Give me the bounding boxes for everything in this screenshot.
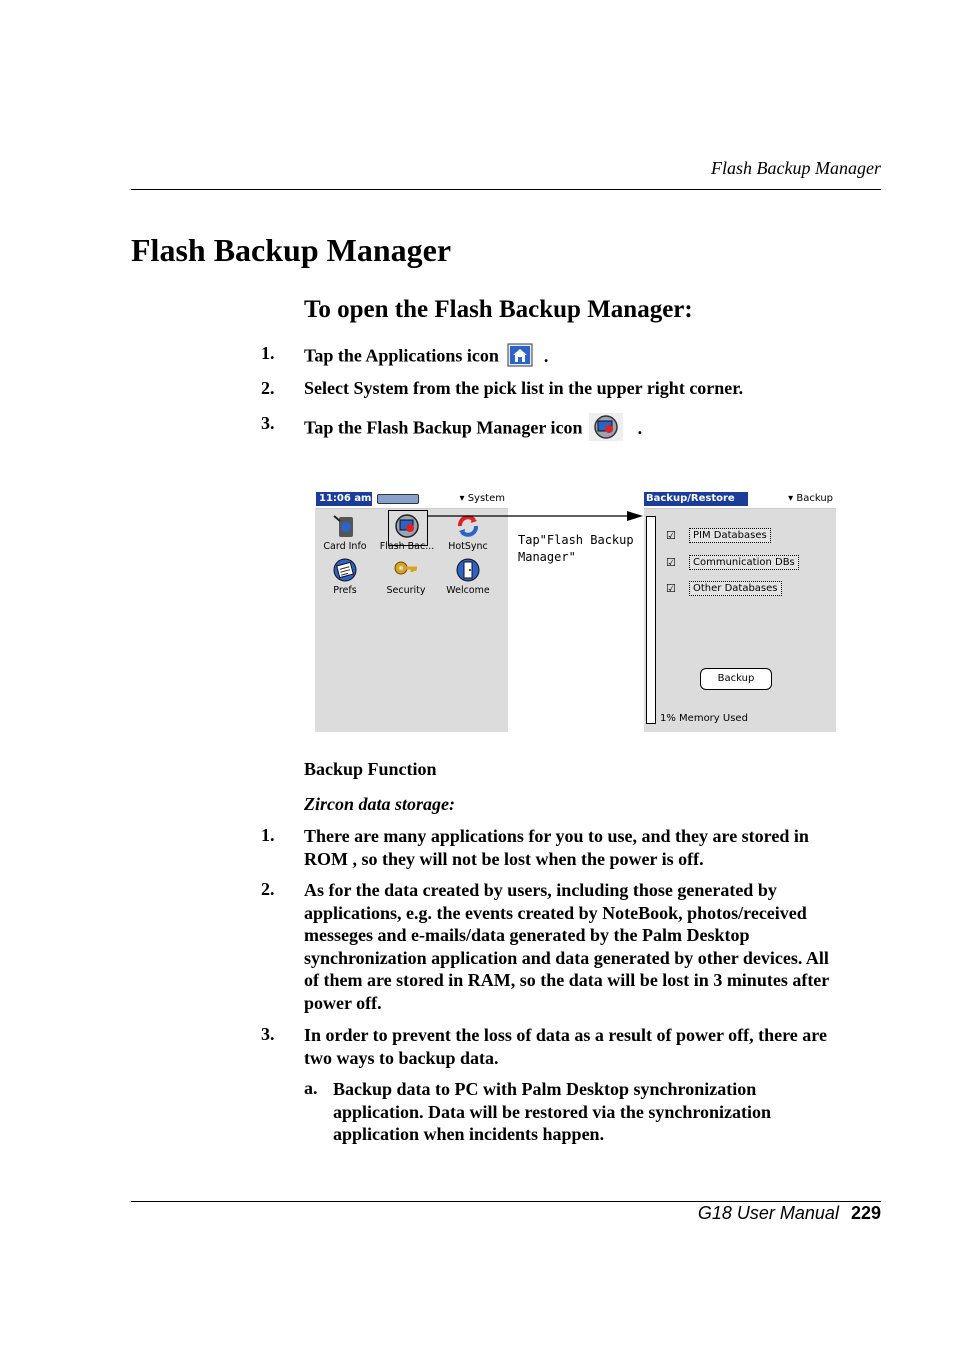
text-line: application. Data will be restored via the synchronization	[333, 1101, 772, 1122]
callout-line: Tap"Flash Backup	[518, 533, 634, 547]
item-3-text	[304, 1024, 827, 1069]
manual-name: G18 User Manual	[697, 1203, 839, 1223]
text-line: application when incidents happen.	[333, 1124, 605, 1144]
db-communication[interactable]: Communication DBs	[689, 555, 799, 570]
flash-backup-icon	[589, 413, 623, 446]
applications-home-icon	[507, 343, 533, 372]
footer-rule	[131, 1201, 881, 1202]
card-info-icon	[331, 512, 359, 540]
item-number: 2.	[261, 879, 275, 899]
app-label: Flash Bac...	[379, 541, 435, 552]
sub-item-a-text	[333, 1078, 771, 1146]
category-picker[interactable]	[459, 493, 505, 504]
backup-button[interactable]: Backup	[700, 668, 772, 690]
text-line: ROM , so they will not be lost when the power is off.	[304, 848, 704, 869]
backup-function-heading: Backup Function	[304, 759, 437, 779]
memory-used-text: 1% Memory Used	[660, 713, 748, 724]
dropdown-triangle-icon: ▾	[459, 493, 465, 504]
step-text	[304, 343, 548, 372]
callout-text	[518, 532, 648, 566]
step-3-period: .	[637, 417, 643, 438]
checkbox-checked-icon[interactable]: ☑	[666, 529, 676, 542]
step-3-text: Tap the Flash Backup Manager icon	[304, 417, 583, 438]
backup-screen-title: Backup/Restore	[644, 492, 748, 506]
checkbox-checked-icon[interactable]: ☑	[666, 556, 676, 569]
step-2-text: Select System from the pick list in the upper right corner.	[304, 378, 744, 398]
item-number: 3.	[261, 1024, 275, 1044]
header-rule	[131, 189, 881, 190]
category-label: System	[467, 493, 505, 504]
step-number: 2.	[261, 378, 275, 398]
step-1-text: Tap the Applications icon	[304, 345, 499, 366]
zircon-storage-heading: Zircon data storage:	[304, 794, 455, 814]
checkbox-checked-icon[interactable]: ☑	[666, 582, 676, 595]
app-prefs[interactable]	[315, 556, 375, 596]
memory-gauge	[646, 516, 656, 724]
text-line: Backup data to PC with Palm Desktop synchronization	[333, 1079, 757, 1099]
step-number: 3.	[261, 413, 275, 433]
text-line: In order to prevent the loss of data as a result of power off, there are	[304, 1025, 827, 1045]
text-line: power off.	[304, 992, 382, 1013]
text-line: two ways to backup data.	[304, 1047, 499, 1068]
page-number: 229	[850, 1203, 881, 1223]
db-pim-databases[interactable]: PIM Databases	[689, 528, 771, 543]
app-label: Security	[386, 585, 426, 596]
callout-line: Manager"	[518, 550, 576, 564]
step-text	[304, 413, 642, 446]
page-title: Flash Backup Manager	[131, 232, 452, 268]
backup-menu-picker[interactable]	[788, 493, 833, 504]
launcher-title-bar	[315, 490, 508, 509]
backup-restore-screen	[644, 490, 836, 732]
key-icon	[392, 556, 420, 584]
backup-menu-label: Backup	[796, 493, 833, 504]
item-number: 1.	[261, 825, 275, 845]
text-line: There are many applications for you to use, and they are stored in	[304, 826, 809, 846]
text-line: of them are stored in RAM, so the data will be lost in 3 minutes after	[304, 970, 830, 990]
app-label: Welcome	[446, 585, 490, 596]
text-line: As for the data created by users, including those generated by	[304, 880, 777, 900]
prefs-icon	[331, 556, 359, 584]
battery-icon	[377, 494, 419, 504]
text-line: messeges and e-mails/data generated by the Palm Desktop	[304, 925, 750, 945]
running-header: Flash Backup Manager	[711, 158, 881, 178]
flash-backup-app-icon	[393, 512, 421, 540]
section-heading: To open the Flash Backup Manager:	[304, 296, 693, 323]
db-other-databases[interactable]: Other Databases	[689, 581, 782, 596]
item-2-text	[304, 879, 829, 1014]
dropdown-triangle-icon: ▾	[788, 493, 794, 504]
app-label: HotSync	[448, 541, 488, 552]
app-label: Prefs	[333, 585, 357, 596]
sub-item-letter: a.	[304, 1078, 318, 1098]
app-card-info[interactable]	[315, 512, 375, 552]
text-line: synchronization application and data generated by other devices. All	[304, 947, 829, 968]
page-footer	[600, 1203, 881, 1224]
text-line: applications, e.g. the events created by NoteBook, photos/received	[304, 902, 807, 923]
clock: 11:06 am	[316, 492, 372, 506]
welcome-icon	[454, 556, 482, 584]
step-1-period: .	[543, 345, 549, 366]
step-number: 1.	[261, 343, 275, 363]
app-label: Card Info	[323, 541, 367, 552]
app-security[interactable]	[376, 556, 436, 596]
app-welcome[interactable]	[438, 556, 498, 596]
backup-title-bar	[644, 490, 836, 509]
item-1-text	[304, 825, 809, 870]
